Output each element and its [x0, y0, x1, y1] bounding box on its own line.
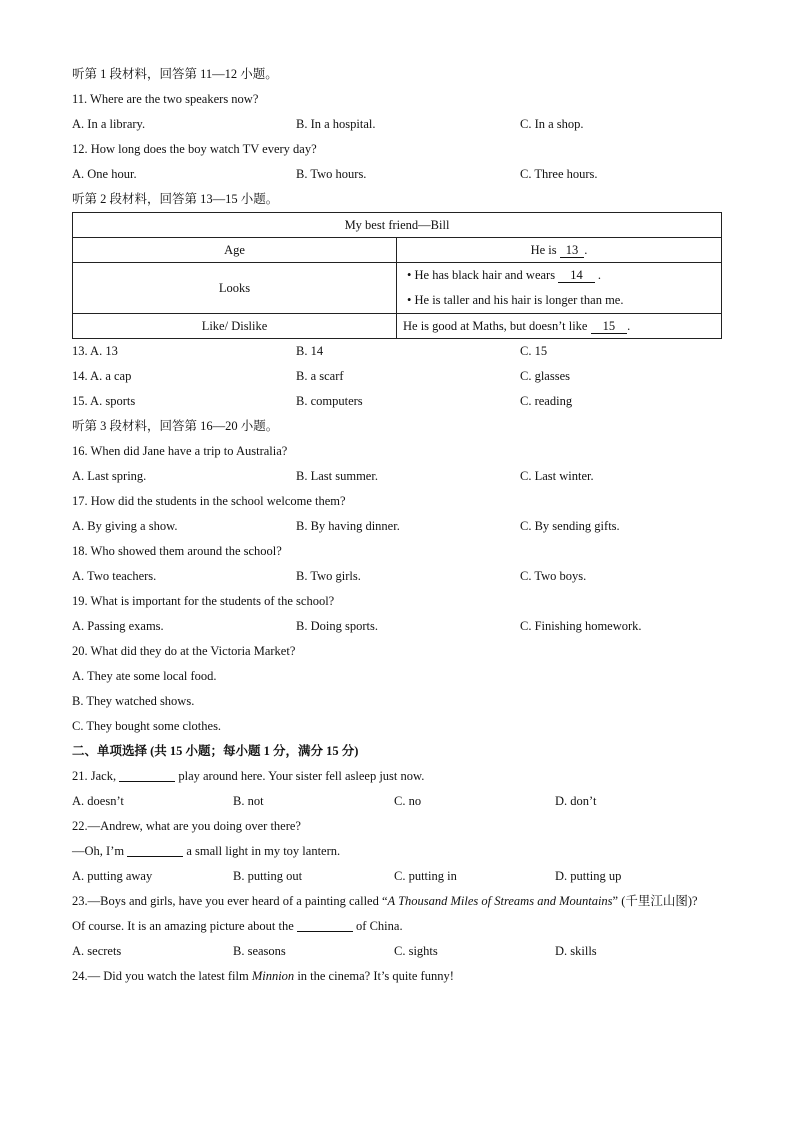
- option-b[interactable]: B. Doing sports.: [296, 619, 378, 633]
- option-c[interactable]: C. putting in: [394, 869, 457, 883]
- q24-prefix: 24.— Did you watch the latest film: [72, 969, 249, 983]
- option-a[interactable]: 14. A. a cap: [72, 369, 132, 383]
- option-c[interactable]: C. sights: [394, 944, 438, 958]
- option-a[interactable]: A. Last spring.: [72, 469, 147, 483]
- option-c[interactable]: C. Finishing homework.: [520, 619, 642, 633]
- question-23-line2: [72, 914, 722, 939]
- option-d[interactable]: D. skills: [555, 944, 597, 958]
- age-prefix: He is: [530, 242, 557, 257]
- question-17-stem: 17. How did the students in the school welcome them?: [72, 494, 346, 508]
- option-c[interactable]: C. no: [394, 794, 422, 808]
- q23-l2-suffix: of China.: [356, 919, 403, 933]
- option-a[interactable]: 15. A. sports: [72, 394, 136, 408]
- question-18-stem: 18. Who showed them around the school?: [72, 544, 282, 558]
- option-b[interactable]: B. By having dinner.: [296, 519, 400, 533]
- option-d[interactable]: D. putting up: [555, 869, 622, 883]
- option-c[interactable]: C. Three hours.: [520, 167, 598, 181]
- question-21-options: [72, 789, 722, 814]
- section-intro-3: 听第 3 段材料，回答第 16—20 小题。: [72, 419, 279, 433]
- q22-suffix: a small light in my toy lantern.: [186, 844, 341, 858]
- option-c[interactable]: C. Last winter.: [520, 469, 594, 483]
- like-label: Like/ Dislike: [73, 314, 397, 339]
- option-a[interactable]: A. By giving a show.: [72, 519, 178, 533]
- looks-cell: [397, 263, 722, 314]
- q23-l2-prefix: Of course. It is an amazing picture about the: [72, 919, 294, 933]
- question-23-options: [72, 939, 722, 964]
- question-22-line2: [72, 839, 722, 864]
- question-22-line1: 22.—Andrew, what are you doing over there?: [72, 819, 301, 833]
- option-c[interactable]: C. They bought some clothes.: [72, 719, 222, 733]
- question-23-line1: [72, 889, 722, 914]
- question-12-options: [72, 162, 722, 187]
- option-c[interactable]: C. Two boys.: [520, 569, 587, 583]
- question-24-stem: [72, 964, 722, 989]
- option-c[interactable]: C. In a shop.: [520, 117, 584, 131]
- option-a[interactable]: A. Passing exams.: [72, 619, 164, 633]
- question-16-options: [72, 464, 722, 489]
- option-b[interactable]: B. Two hours.: [296, 167, 367, 181]
- option-c[interactable]: C. By sending gifts.: [520, 519, 620, 533]
- q21-suffix: play around here. Your sister fell asleep just now.: [178, 769, 425, 783]
- looks-line1-suffix: .: [597, 268, 601, 282]
- option-a[interactable]: 13. A. 13: [72, 344, 118, 358]
- age-cell: [397, 238, 722, 263]
- looks-line1-prefix: • He has black hair and wears: [407, 268, 556, 282]
- q22-prefix: —Oh, I’m: [72, 844, 125, 858]
- answer-blank: [297, 917, 353, 932]
- answer-blank: [119, 767, 175, 782]
- like-suffix: .: [627, 318, 631, 333]
- option-a[interactable]: A. One hour.: [72, 167, 137, 181]
- painting-title: A Thousand Miles of Streams and Mountains: [387, 894, 613, 908]
- option-b[interactable]: B. putting out: [233, 869, 303, 883]
- blank-14: 14: [558, 268, 595, 283]
- blank-13: 13: [560, 243, 585, 258]
- like-cell: [397, 314, 722, 339]
- option-a[interactable]: A. Two teachers.: [72, 569, 157, 583]
- option-b[interactable]: B. computers: [296, 394, 363, 408]
- question-18-options: [72, 564, 722, 589]
- like-prefix: He is good at Maths, but doesn’t like: [403, 318, 588, 333]
- option-b[interactable]: B. a scarf: [296, 369, 344, 383]
- section-intro-1: 听第 1 段材料，回答第 11—12 小题。: [72, 67, 278, 81]
- option-a[interactable]: A. secrets: [72, 944, 122, 958]
- option-c[interactable]: C. glasses: [520, 369, 570, 383]
- option-c[interactable]: C. reading: [520, 394, 573, 408]
- question-16-stem: 16. When did Jane have a trip to Australia?: [72, 444, 288, 458]
- question-17-options: [72, 514, 722, 539]
- question-14-options: [72, 364, 722, 389]
- question-21-stem: [72, 764, 722, 789]
- question-22-options: [72, 864, 722, 889]
- question-20-stem: 20. What did they do at the Victoria Market?: [72, 644, 296, 658]
- option-b[interactable]: B. seasons: [233, 944, 286, 958]
- section-intro-2: 听第 2 段材料，回答第 13—15 小题。: [72, 192, 279, 206]
- question-19-stem: 19. What is important for the students of the school?: [72, 594, 335, 608]
- option-b[interactable]: B. 14: [296, 344, 324, 358]
- question-19-options: [72, 614, 722, 639]
- option-a[interactable]: A. putting away: [72, 869, 153, 883]
- option-b[interactable]: B. Last summer.: [296, 469, 378, 483]
- question-11-stem: 11. Where are the two speakers now?: [72, 92, 259, 106]
- age-suffix: .: [584, 242, 588, 257]
- question-11-options: [72, 112, 722, 137]
- option-b[interactable]: B. They watched shows.: [72, 694, 195, 708]
- question-12-stem: 12. How long does the boy watch TV every day?: [72, 142, 317, 156]
- option-b[interactable]: B. In a hospital.: [296, 117, 376, 131]
- q23-prefix: 23.—Boys and girls, have you ever heard of a painting called “: [72, 894, 388, 908]
- film-title: Minnion: [251, 969, 295, 983]
- q21-prefix: 21. Jack,: [72, 769, 117, 783]
- exam-page: [72, 62, 722, 989]
- option-a[interactable]: A. In a library.: [72, 117, 146, 131]
- age-label: Age: [73, 238, 397, 263]
- best-friend-table: [72, 212, 722, 339]
- q23-suffix: ” (千里江山图)?: [612, 894, 698, 908]
- section-2-title: 二、单项选择 (共 15 小题；每小题 1 分，满分 15 分): [72, 744, 359, 758]
- option-a[interactable]: A. doesn’t: [72, 794, 124, 808]
- looks-line2: • He is taller and his hair is longer than me.: [407, 293, 624, 307]
- blank-15: 15: [591, 319, 628, 334]
- question-13-options: [72, 339, 722, 364]
- option-c[interactable]: C. 15: [520, 344, 548, 358]
- option-a[interactable]: A. They ate some local food.: [72, 669, 217, 683]
- option-b[interactable]: B. not: [233, 794, 264, 808]
- option-d[interactable]: D. don’t: [555, 794, 597, 808]
- option-b[interactable]: B. Two girls.: [296, 569, 361, 583]
- q24-suffix: in the cinema? It’s quite funny!: [297, 969, 454, 983]
- table-title: My best friend—Bill: [73, 213, 722, 238]
- answer-blank: [127, 842, 183, 857]
- looks-label: Looks: [73, 263, 397, 314]
- question-15-options: [72, 389, 722, 414]
